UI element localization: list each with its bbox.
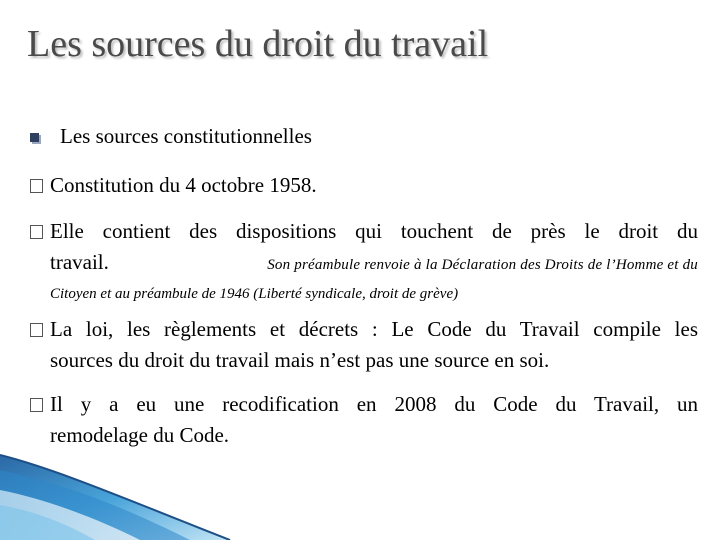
item-text: Elle contient des dispositions qui touchent de près le droit du xyxy=(50,219,698,243)
item-text-italic-line3: Citoyen et au préambule de 1946 (Liberté syndicale, droit de grève) xyxy=(50,286,459,302)
item-text-normal: travail. xyxy=(50,250,109,274)
slide-title: Les sources du droit du travail xyxy=(27,23,489,65)
item-text: La loi, les règlements et décrets : Le Code du Travail compile les xyxy=(50,317,698,341)
item-text-line2: remodelage du Code. xyxy=(50,423,230,447)
item-text-line2: sources du droit du travail mais n’est pas une source en soi. xyxy=(50,348,550,372)
item-text-italic: Son préambule renvoie à la Déclaration des Droits de l’Homme et du xyxy=(267,257,698,273)
item-text: Il y a eu une recodification en 2008 du Code du Travail, un xyxy=(50,392,698,416)
section-heading: Les sources constitutionnelles xyxy=(60,124,312,148)
item-text: Constitution du 4 octobre 1958. xyxy=(50,173,317,197)
